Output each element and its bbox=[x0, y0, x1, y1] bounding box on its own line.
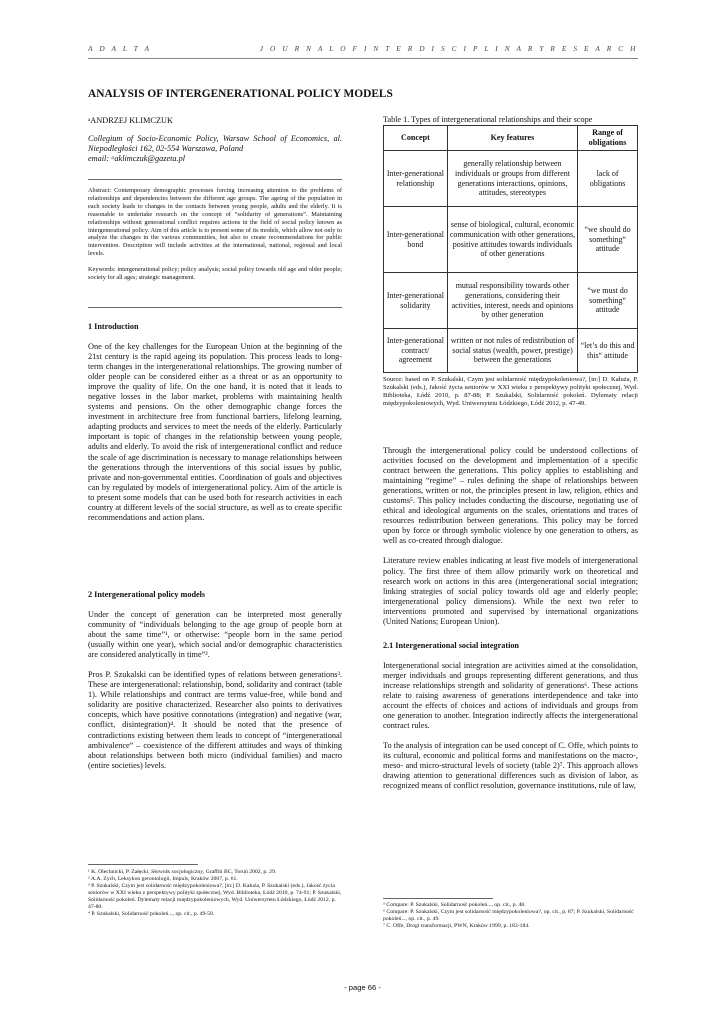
author-email: email: ᵃaklimczuk@gazeta.pl bbox=[88, 154, 186, 164]
table-cell: sense of biological, cultural, economic communication with other generations, positive attitudes towards individuals of other generations bbox=[447, 207, 577, 273]
journal-name-right: J O U R N A L O F I N T E R D I S C I P L I N A R Y R E S E A R C H bbox=[259, 44, 638, 53]
footnotes-left bbox=[88, 869, 342, 918]
table-row bbox=[384, 329, 638, 373]
section-2-paragraph-1: Under the concept of generation can be interpreted most generally community of “individuals belonging to the age group of people born at about the same time”¹, or otherwise: “people born in the same period (usually within one year), which social and/or demographic characteristics are considered analytically in time”². bbox=[88, 610, 342, 660]
affiliation: Collegium of Socio-Economic Policy, Warsaw School of Economics, al. Niepodległości 162, 02-554 Warszawa, Poland bbox=[88, 134, 342, 154]
abstract-block bbox=[88, 187, 342, 282]
table-cell: mutual responsibility towards other generations, considering their activities, interest, needs and opinions by other generation bbox=[447, 273, 577, 329]
footnote-2: ² A.A. Zych, Leksykon gerontologii, Impuls, Kraków 2007, p. 61. bbox=[88, 876, 238, 883]
article-title: ANALYSIS OF INTERGENERATIONAL POLICY MODELS bbox=[88, 88, 393, 100]
table-row bbox=[384, 207, 638, 273]
right-body bbox=[383, 446, 638, 791]
journal-name-left: A D A L T A bbox=[88, 44, 152, 53]
footnotes-right bbox=[383, 902, 638, 930]
abstract-bottom-rule bbox=[88, 307, 342, 308]
footnote-1: ¹ K. Olechnicki, P. Załęcki, Słownik socjologiczny, Graffiti BC, Toruń 2002, p. 29. bbox=[88, 869, 277, 875]
table-cell: “we must do something“ attitude bbox=[578, 273, 638, 329]
right-paragraph-2: Literature review enables indicating at least five models of intergenerational policy. The first three of them allow primarily work on theoretical and research work on actions in this area (intergenerational social integration; linking strategies of social policy towards old age and elderly people; intergenerational policy dimensions). While the next two refer to interventions promoted and supervised by international organizations (United Nations; European Union). bbox=[383, 556, 638, 626]
table-source bbox=[383, 376, 638, 408]
right-paragraph-3: Intergenerational social integration are activities aimed at the consolidation, merger individuals and groups representing different generations, and thus increase relationships strength and solidarity of generations⁶. These actions relate to raising awareness of generations interdependence and take into account the effects of choices and actions of individuals and groups from one generation to another. Integration indirectly affects the intergenerational contract rules. bbox=[383, 660, 638, 731]
page-number: - page 66 - bbox=[344, 983, 381, 992]
table-cell: lack of obligations bbox=[578, 151, 638, 207]
table-cell: Inter-generational contract/ agreement bbox=[384, 329, 448, 373]
footnote-3: ³ P. Szukalski, Czym jest solidarność międzypokoleniowa?, [in:] D. Kałuża, P. Szukalski (eds.), Jakość życia seniorów w XXI wieku z perspektywy polityki społecznej, Wyd. Biblioteka, Łódź 2010, p. 74-91; P. Szukalski, Solidarność pokoleń. Dylematy relacji międzypokoleniowych, Wyd. Uniwersytetu Łódzkiego, Łódź 2012, p. 47-80. bbox=[88, 883, 342, 911]
section-2-title: 2 Intergenerational policy models bbox=[88, 590, 206, 599]
section-2-1-title: 2.1 Intergenerational social integration bbox=[383, 640, 519, 650]
section-1-text: One of the key challenges for the European Union at the beginning of the 21st century is the rapid ageing its population. This process leads to long-term changes in the intergenerational relationships. The growing number of older people can be considered either as a threat or as an opportunity to improve the quality of life. On the one hand, it is noted that it leads to negative losses in the labor market, problems with maintaining health systems and pensions. On the other demographic change forces the investment in architecture free from functional barriers, lifelong learning, adapting products and services to meet the needs of the elderly. Particularly important is topic of changes in the relationship between young people, adults and elderly. To avoid the risk of intergenerational conflict and reduce the scale of age discrimination is necessary to manage relationships between the generations through the interventions of this social issues by public, private and non-governmental entities. Coordination of goals and objectives can by regulated by models of intergenerational policy. Aim of the article is to present some models that can be used both for research activities in each country at different levels of the social structure, as well as to create specific recommendations and action plans. bbox=[88, 342, 342, 522]
table-cell: “we should do something“ attitude bbox=[578, 207, 638, 273]
right-paragraph-4: To the analysis of integration can be used concept of C. Offe, which points to its cultural, economic and political forms and manifestations on the macro-, meso- and micro-structural levels of society (table 2)⁷. This approach allows drawing attention to generational differences such as division of labor, as recognized means of conflict resolution, governance institutions, rule of law, bbox=[383, 741, 638, 791]
section-2-paragraph-2: Pros P. Szukalski can be identified types of relations between generations³. These are intergenerational: relationship, bond, solidarity and contract (table 1). While relationships and contract are terms value-free, while bond and solidarity are positive characterized. Researcher also points to derivatives concepts, which have positive connotations (integration) and negative (war, conflict, disintegration)⁴. It should be noted that the presence of contradictions existing between them leads to concept of “intergenerational ambivalence” – coexistence of the different attitudes and ways of thinking about relationships between both micro (individual families) and macro (entire societies) levels. bbox=[88, 670, 342, 770]
footnote-rule-right bbox=[383, 898, 493, 899]
table-cell: Inter-generational solidarity bbox=[384, 273, 448, 329]
table-1 bbox=[383, 125, 638, 373]
footnote-4: ⁴ P. Szukalski, Solidarność pokoleń..., op. cit., p. 49-50. bbox=[88, 911, 215, 918]
header-rule bbox=[88, 58, 638, 59]
section-2 bbox=[88, 590, 342, 771]
footnote-5: ⁵ Compare: P. Szukalski, Solidarność pokoleń..., op. cit., p. 48. bbox=[383, 902, 526, 908]
table-row bbox=[384, 151, 638, 207]
footnote-7: ⁷ C. Offe, Drogi transformacji, PWN, Kraków 1999, p. 183-184. bbox=[383, 923, 530, 930]
table-cell: written or not rules of redistribution of social status (wealth, power, prestige) between the generations bbox=[447, 329, 577, 373]
author: ᵃANDRZEJ KLIMCZUK bbox=[88, 116, 174, 125]
footnote-rule-left bbox=[88, 864, 198, 865]
table-cell: Inter-generational relationship bbox=[384, 151, 448, 207]
table-header-cell: Key features bbox=[447, 126, 577, 151]
table-row bbox=[384, 273, 638, 329]
table-cell: Inter-generational bond bbox=[384, 207, 448, 273]
table-header-row bbox=[384, 126, 638, 151]
section-1 bbox=[88, 322, 342, 523]
table-header-cell: Concept bbox=[384, 126, 448, 151]
table-header-cell: Range of obligations bbox=[578, 126, 638, 151]
right-paragraph-1: Through the intergenerational policy could be understood collections of activities focused on the development and implementation of a specific contract between the generations. This policy applies to establishing and maintaining “regime” – rules defining the shape of relationships between generations, written or not, the principles present in law, religion, ethics and customs⁵. This policy includes conducting the discourse, negotiating use of ethical and ideological arguments on the scales, orientations and traces of resources redistribution between generations. This policy may be forced upon by force or through symbolic violence by one generation to others, as well as co-created through dialogue. bbox=[383, 446, 638, 546]
affiliation-block bbox=[88, 134, 342, 164]
table-1-wrapper bbox=[383, 125, 638, 373]
footnote-6: ⁶ Compare: P. Szukalski, Czym jest solidarność międzypokoleniowa?, op. cit., p. 87; P. Szukalski, Solidarność pokoleń..., op. cit., p. 49. bbox=[383, 909, 634, 923]
table-cell: “let’s do this and this“ attitude bbox=[578, 329, 638, 373]
abstract-top-rule bbox=[88, 179, 342, 180]
section-1-title: 1 Introduction bbox=[88, 322, 139, 331]
table-caption: Table 1. Types of intergenerational relationships and their scope bbox=[383, 115, 593, 124]
table-cell: generally relationship between individuals or groups from different generations interactions, opinions, attitudes, stereotypes bbox=[447, 151, 577, 207]
keywords: Keywords: intergenerational policy; policy analysis; social policy towards old age and older people; society for all ages; strategic management. bbox=[88, 266, 342, 282]
table-source-text: Source: based on P. Szukalski, Czym jest solidarność międzypokoleniowa?, [in:] D. Kałuża, P. Szukalski (eds.), Jakość życia seniorów w XXI wieku z perspektywy polityki społecznej, Wyd. Biblioteka, Łódź 2010, p. 87-88; P. Szukalski, Solidarność pokoleń. Dylematy relacji międzypokoleniowych, Wyd. Uniwersytetu Łódzkiego, Łódź 2012, p. 47-49. bbox=[383, 376, 638, 408]
abstract: Abstract: Contemporary demographic processes forcing increasing attention to the problems of relationships and dependencies between the different age groups. The ageing of the population in each society leads to changes in the contacts between young people, adults and the elderly. It is reasonable to undertake research on the concept of “solidarity of generations”. Maintaining relationships without generational conflict requires actions in the field of social policy known as intergenerational policy. Aim of this article is to present some of its models, which allow not only to analyze the changes in the various communities, but also to create recommendations for public intervention. Description will include activities at the international, national, regional and local levels. bbox=[88, 187, 342, 258]
